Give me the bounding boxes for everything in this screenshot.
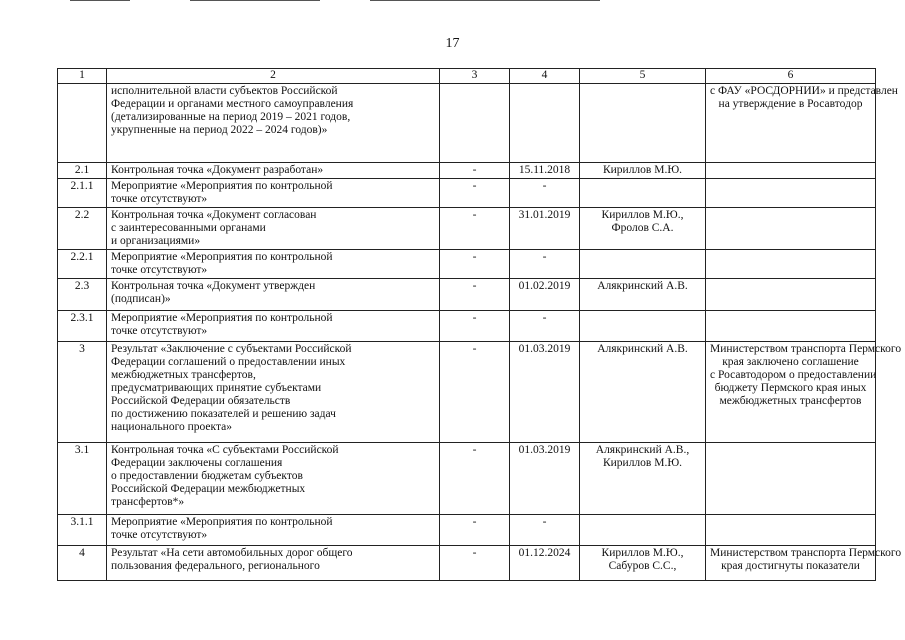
table-row [58, 515, 876, 546]
description-line: точке отсутствуют» [111, 264, 208, 276]
description-line: укрупненные на период 2022 – 2024 годов)» [111, 124, 328, 136]
top-rule-left [70, 0, 130, 1]
responsible-cell [580, 208, 706, 250]
responsible-cell [580, 311, 706, 342]
note-cell [706, 179, 876, 208]
table-row [58, 208, 876, 250]
note-cell [706, 515, 876, 546]
date-cell [510, 84, 580, 163]
column-header-6: 6 [706, 69, 876, 84]
description-line: межбюджетных трансфертов, [111, 369, 256, 381]
note-cell [706, 250, 876, 279]
row-number-cell: 3.1 [58, 443, 107, 515]
responsible-line: Кириллов М.Ю., [601, 547, 684, 559]
column-header-3: 3 [440, 69, 510, 84]
column-header-2: 2 [107, 69, 440, 84]
description-line: (детализированные на период 2019 – 2021 годов, [111, 111, 351, 123]
description-cell [107, 515, 440, 546]
note-cell [706, 311, 876, 342]
description-cell [107, 163, 440, 179]
description-line: (подписан)» [111, 293, 171, 305]
row-number-cell [58, 84, 107, 163]
date-cell: 01.03.2019 [510, 342, 580, 443]
responsible-line: Фролов С.А. [611, 222, 674, 234]
responsible-line: Кириллов М.Ю. [602, 164, 683, 176]
table-row [58, 279, 876, 311]
description-line: о предоставлении бюджетам субъектов [111, 470, 303, 482]
column-3-cell: - [440, 250, 510, 279]
description-line: точке отсутствуют» [111, 529, 208, 541]
description-line: национального проекта» [111, 421, 232, 433]
note-cell [706, 546, 902, 581]
date-cell: 15.11.2018 [510, 163, 580, 179]
note-line: на утверждение в Росавтодор [718, 98, 863, 110]
column-3-cell: - [440, 208, 510, 250]
row-number-cell: 2.3.1 [58, 311, 107, 342]
description-cell [107, 279, 440, 311]
column-3-cell: - [440, 443, 510, 515]
description-line: с заинтересованными органами [111, 222, 266, 234]
description-cell [107, 208, 440, 250]
description-line: Федерации и органами местного самоуправления [111, 98, 354, 110]
note-line: бюджету Пермского края иных [714, 382, 867, 394]
row-number-cell: 4 [58, 546, 107, 581]
description-line: Мероприятие «Мероприятия по контрольной [111, 312, 333, 324]
top-rule-mid [190, 0, 320, 1]
responsible-line: Алякринский А.В., [595, 444, 690, 456]
responsible-cell [580, 84, 706, 163]
column-3-cell: - [440, 279, 510, 311]
column-3-cell: - [440, 515, 510, 546]
responsible-line: Кириллов М.Ю. [602, 457, 683, 469]
responsible-cell [580, 250, 706, 279]
row-number-cell: 3 [58, 342, 107, 443]
description-line: Контрольная точка «Документ утвержден [111, 280, 316, 292]
top-rule-right [370, 0, 600, 1]
table-body [58, 69, 902, 581]
schedule-table [57, 68, 902, 581]
date-cell: 31.01.2019 [510, 208, 580, 250]
table-row [58, 250, 876, 279]
description-cell [107, 250, 440, 279]
description-line: Контрольная точка «С субъектами Российской [111, 444, 339, 456]
note-line: межбюджетных трансфертов [719, 395, 862, 407]
responsible-line: Алякринский А.В. [597, 280, 688, 292]
date-cell: 01.02.2019 [510, 279, 580, 311]
column-3-cell [440, 84, 510, 163]
column-header-4: 4 [510, 69, 580, 84]
column-header-1: 1 [58, 69, 107, 84]
note-line: края достигнуты показатели [721, 560, 860, 572]
row-number-cell: 3.1.1 [58, 515, 107, 546]
note-cell [706, 84, 898, 163]
header-row [58, 69, 876, 84]
table-row [58, 342, 876, 443]
responsible-line: Алякринский А.В. [597, 343, 688, 355]
description-line: по достижению показателей и решению задач [111, 408, 336, 420]
note-line: Министерством транспорта Пермского [710, 343, 902, 355]
description-line: пользования федерального, регионального [111, 560, 320, 572]
table-row [58, 179, 876, 208]
page-number: 17 [445, 36, 460, 51]
description-line: и организациями» [111, 235, 201, 247]
date-cell: - [510, 515, 580, 546]
description-line: предусматривающих принятие субъектами [111, 382, 322, 394]
column-header-5: 5 [580, 69, 706, 84]
description-line: Федерации соглашений о предоставлении иных [111, 356, 346, 368]
table-row [58, 311, 876, 342]
note-cell [706, 163, 876, 179]
description-cell [107, 443, 440, 515]
responsible-cell [580, 179, 706, 208]
description-line: Российской Федерации межбюджетных [111, 483, 306, 495]
column-3-cell: - [440, 311, 510, 342]
responsible-cell [580, 443, 706, 515]
note-cell [706, 443, 876, 515]
description-line: Российской Федерации обязательств [111, 395, 291, 407]
row-number-cell: 2.1.1 [58, 179, 107, 208]
note-line: с Росавтодором о предоставлении [710, 369, 877, 381]
description-cell [107, 311, 440, 342]
description-cell [107, 342, 440, 443]
table-row [58, 163, 876, 179]
date-cell: - [510, 311, 580, 342]
description-cell [107, 179, 440, 208]
note-line: с ФАУ «РОСДОРНИИ» и представлен [710, 85, 898, 97]
description-line: исполнительной власти субъектов Российской [111, 85, 338, 97]
date-cell: 01.03.2019 [510, 443, 580, 515]
column-3-cell: - [440, 546, 510, 581]
date-cell: 01.12.2024 [510, 546, 580, 581]
date-cell: - [510, 250, 580, 279]
description-line: Контрольная точка «Документ разработан» [111, 164, 324, 176]
row-number-cell: 2.3 [58, 279, 107, 311]
note-line: края заключено соглашение [722, 356, 859, 368]
description-line: Контрольная точка «Документ согласован [111, 209, 317, 221]
responsible-line: Сабуров С.С., [608, 560, 677, 572]
note-line: Министерством транспорта Пермского [710, 547, 902, 559]
column-3-cell: - [440, 163, 510, 179]
description-line: Мероприятие «Мероприятия по контрольной [111, 180, 333, 192]
responsible-line: Кириллов М.Ю., [601, 209, 684, 221]
responsible-cell [580, 163, 706, 179]
description-line: трансфертов*» [111, 496, 185, 508]
description-line: Результат «На сети автомобильных дорог общего [111, 547, 353, 559]
table-row [58, 443, 876, 515]
note-cell [706, 342, 902, 443]
date-cell: - [510, 179, 580, 208]
description-line: Результат «Заключение с субъектами Российской [111, 343, 352, 355]
column-3-cell: - [440, 179, 510, 208]
responsible-cell [580, 279, 706, 311]
responsible-cell [580, 546, 706, 581]
table-row [58, 546, 876, 581]
description-cell [107, 546, 440, 581]
responsible-cell [580, 515, 706, 546]
row-number-cell: 2.2.1 [58, 250, 107, 279]
note-cell [706, 208, 876, 250]
description-line: точке отсутствуют» [111, 325, 208, 337]
description-line: Федерации заключены соглашения [111, 457, 283, 469]
table-row [58, 84, 876, 163]
description-line: точке отсутствуют» [111, 193, 208, 205]
row-number-cell: 2.1 [58, 163, 107, 179]
description-line: Мероприятие «Мероприятия по контрольной [111, 251, 333, 263]
row-number-cell: 2.2 [58, 208, 107, 250]
responsible-cell [580, 342, 706, 443]
column-3-cell: - [440, 342, 510, 443]
description-line: Мероприятие «Мероприятия по контрольной [111, 516, 333, 528]
note-cell [706, 279, 876, 311]
description-cell [107, 84, 440, 163]
